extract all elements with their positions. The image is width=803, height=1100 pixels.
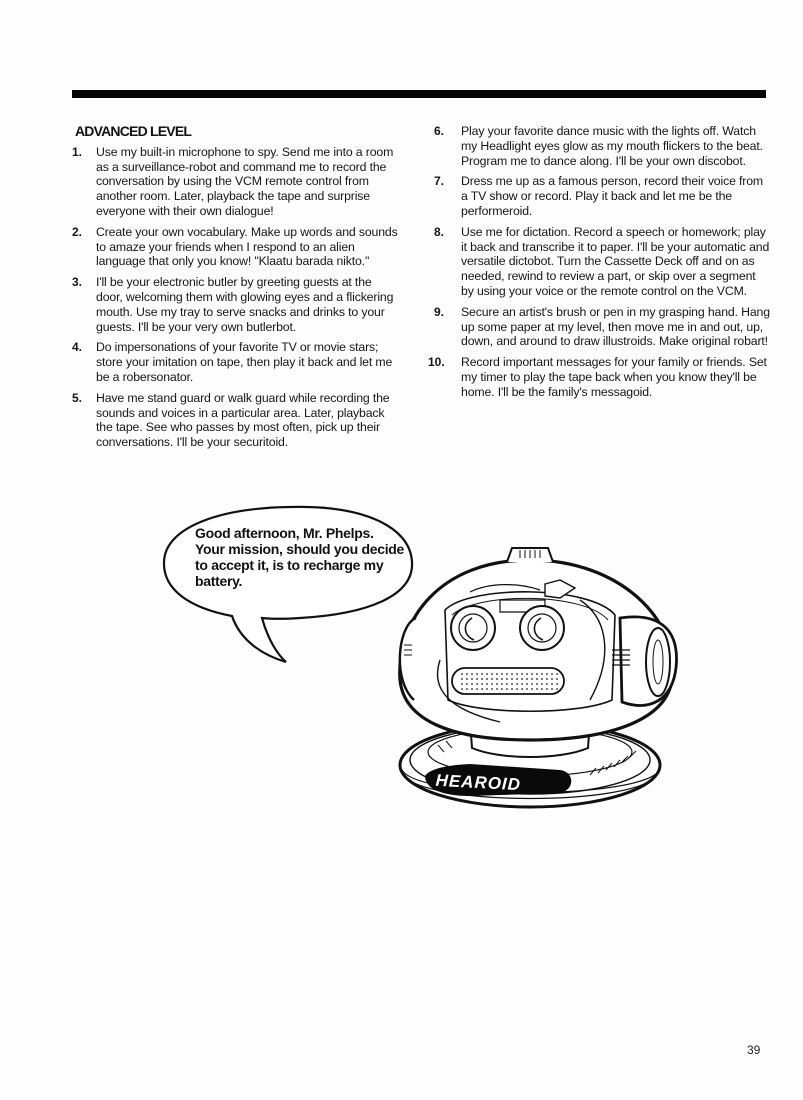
left-column bbox=[74, 124, 400, 456]
list-item bbox=[74, 145, 400, 219]
grille-dot bbox=[541, 688, 543, 690]
grille-dot bbox=[491, 688, 493, 690]
grille-dot bbox=[461, 678, 463, 680]
grille-dot bbox=[481, 688, 483, 690]
item-number: 1. bbox=[72, 144, 83, 159]
grille-dot bbox=[516, 688, 518, 690]
item-number: 2. bbox=[72, 224, 83, 239]
grille-dot bbox=[551, 678, 553, 680]
grille-dot bbox=[461, 673, 463, 675]
grille-dot bbox=[516, 673, 518, 675]
grille-dot bbox=[491, 673, 493, 675]
grille-dot bbox=[491, 678, 493, 680]
grille-dot bbox=[521, 688, 523, 690]
grille-dot bbox=[466, 683, 468, 685]
grille-dot bbox=[496, 673, 498, 675]
grille-dot bbox=[501, 688, 503, 690]
grille-dot bbox=[481, 683, 483, 685]
grille-dot bbox=[466, 678, 468, 680]
grille-dot bbox=[546, 678, 548, 680]
grille-dot bbox=[506, 673, 508, 675]
item-number: 5. bbox=[72, 390, 83, 405]
grille-dot bbox=[521, 678, 523, 680]
item-number: 10. bbox=[428, 355, 445, 370]
grille-dot bbox=[496, 688, 498, 690]
item-text: Have me stand guard or walk guard while recording the sounds and voices in a particular area. Later, playback the tape. See who passes by most often, pick up their conversations. I'll be your securitoid. bbox=[96, 390, 390, 450]
grille-dot bbox=[486, 688, 488, 690]
grille-dot bbox=[461, 688, 463, 690]
grille-dot bbox=[546, 688, 548, 690]
item-text: Use my built-in microphone to spy. Send me into a room as a surveillance-robot and command me to record the conversation by using the VCM remote control from another room. Later, playback the tape and surprise everyone with their own dialogue! bbox=[96, 144, 394, 218]
list-item bbox=[74, 340, 400, 384]
right-column bbox=[430, 124, 770, 406]
item-number: 6. bbox=[434, 124, 445, 138]
item-text: Do impersonations of your favorite TV or movie stars; store your imitation on tape, then play it back and let me be a robersonator. bbox=[96, 340, 393, 384]
list-item bbox=[74, 275, 400, 334]
grille-dot bbox=[546, 683, 548, 685]
grille-dot bbox=[506, 683, 508, 685]
grille-dot bbox=[551, 683, 553, 685]
grille-dot bbox=[556, 683, 558, 685]
grille-dot bbox=[531, 678, 533, 680]
grille-dot bbox=[481, 678, 483, 680]
grille-dot bbox=[496, 678, 498, 680]
grille-dot bbox=[471, 673, 473, 675]
grille-dot bbox=[501, 678, 503, 680]
grille-dot bbox=[516, 678, 518, 680]
grille-dot bbox=[506, 688, 508, 690]
grille-dot bbox=[506, 678, 508, 680]
grille-dot bbox=[536, 688, 538, 690]
grille-dot bbox=[466, 688, 468, 690]
page-number: 39 bbox=[747, 1043, 761, 1057]
grille-dot bbox=[471, 688, 473, 690]
grille-dot bbox=[496, 683, 498, 685]
activity-list-right bbox=[430, 124, 770, 400]
grille-dot bbox=[511, 673, 513, 675]
item-text: Secure an artist's brush or pen in my grasping hand. Hang up some paper at my level, then move me in and out, up, down, and around to draw illustroids. Make original robart! bbox=[461, 304, 770, 349]
grille-dot bbox=[521, 673, 523, 675]
item-number: 4. bbox=[72, 340, 83, 355]
grille-dot bbox=[531, 688, 533, 690]
grille-dot bbox=[486, 673, 488, 675]
item-text: Create your own vocabulary. Make up words and sounds to amaze your friends when I respond to an alien language that only you know! "Klaatu barada nikto." bbox=[96, 224, 398, 269]
grille-dot bbox=[491, 683, 493, 685]
grille-dot bbox=[556, 673, 558, 675]
grille-dot bbox=[466, 673, 468, 675]
grille-dot bbox=[531, 683, 533, 685]
grille-dot bbox=[476, 678, 478, 680]
grille-dot bbox=[476, 683, 478, 685]
grille-dot bbox=[486, 683, 488, 685]
item-text: I'll be your electronic butler by greeting guests at the door, welcoming them with glowing eyes and a flickering mouth. Use my tray to serve snacks and drinks to your guests. I'll be your very own butlerbot. bbox=[96, 275, 394, 334]
grille-dot bbox=[556, 688, 558, 690]
grille-dot bbox=[546, 673, 548, 675]
grille-dot bbox=[556, 678, 558, 680]
grille-dot bbox=[536, 678, 538, 680]
grille-dot bbox=[476, 673, 478, 675]
grille-dot bbox=[526, 673, 528, 675]
item-number: 3. bbox=[72, 275, 83, 290]
grille-dot bbox=[501, 683, 503, 685]
item-number: 7. bbox=[434, 174, 445, 189]
item-text: Dress me up as a famous person, record their voice from a TV show or record. Play it back and let me be the performeroid. bbox=[461, 174, 764, 218]
grille-dot bbox=[501, 673, 503, 675]
speech-bubble-text: Good afternoon, Mr. Phelps. Your mission, should you decide to accept it, is to recharge my battery. bbox=[195, 525, 405, 589]
grille-dot bbox=[541, 673, 543, 675]
item-text: Record important messages for your family or friends. Set my timer to play the tape back when you know they'll be home. I'll be the family's messagoid. bbox=[461, 355, 767, 399]
grille-dot bbox=[511, 678, 513, 680]
list-item bbox=[430, 174, 770, 218]
grille-dot bbox=[526, 688, 528, 690]
activity-list-left bbox=[74, 145, 400, 450]
item-text: Play your favorite dance music with the lights off. Watch my Headlight eyes glow as my mouth flickers to the beat. Program me to dance along. I'll be your own discobot. bbox=[461, 124, 763, 168]
robot-label: HEAROID bbox=[435, 770, 522, 795]
list-item bbox=[430, 124, 770, 168]
grille-dot bbox=[471, 683, 473, 685]
list-item bbox=[430, 225, 770, 299]
grille-dot bbox=[531, 673, 533, 675]
item-number: 9. bbox=[434, 304, 445, 319]
section-heading: ADVANCED LEVEL bbox=[75, 123, 192, 139]
grille-dot bbox=[511, 683, 513, 685]
grille-dot bbox=[481, 673, 483, 675]
list-item bbox=[430, 305, 770, 349]
grille-dot bbox=[486, 678, 488, 680]
grille-dot bbox=[521, 683, 523, 685]
grille-dot bbox=[461, 683, 463, 685]
grille-dot bbox=[551, 673, 553, 675]
grille-dot bbox=[541, 683, 543, 685]
grille-dot bbox=[476, 688, 478, 690]
header-rule bbox=[72, 90, 766, 98]
item-text: Use me for dictation. Record a speech or homework; play it back and transcribe it to paper. I'll be your automatic and versatile dictobot. Turn the Cassette Deck off and on as needed, rewind to review a part, or skip over a segment by using your voice or the remote control on the VCM. bbox=[461, 224, 770, 298]
grille-dot bbox=[526, 683, 528, 685]
grille-dot bbox=[551, 688, 553, 690]
grille-dot bbox=[526, 678, 528, 680]
grille-dot bbox=[536, 673, 538, 675]
list-item bbox=[430, 355, 770, 399]
grille-dot bbox=[471, 678, 473, 680]
item-number: 8. bbox=[434, 224, 445, 239]
list-item bbox=[74, 225, 400, 269]
grille-dot bbox=[541, 678, 543, 680]
grille-dot bbox=[511, 688, 513, 690]
list-item bbox=[74, 391, 400, 450]
grille-dot bbox=[536, 683, 538, 685]
grille-dot bbox=[516, 683, 518, 685]
